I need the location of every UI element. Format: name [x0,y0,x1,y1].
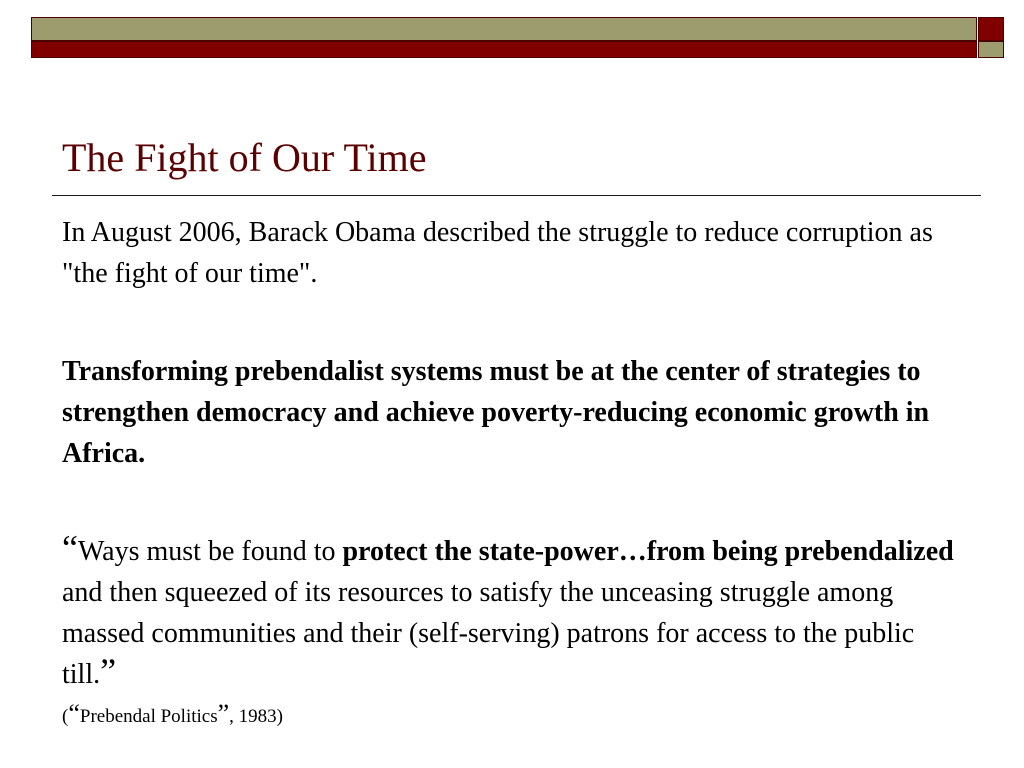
citation [62,699,283,731]
citation-close-mark: ” [217,699,230,728]
citation-rest: , 1983) [229,706,283,727]
quote-open-mark: “ [62,528,78,568]
citation-source: Prebendal Politics [79,706,218,727]
slide-title: The Fight of Our Time [62,135,427,180]
quote-paragraph [62,528,962,695]
header-band-maroon [31,41,977,58]
citation-open-paren: ( [62,706,69,727]
header-square-olive [978,41,1004,58]
paragraph-prebendalist: Transforming prebendalist systems must be at the center of strategies to strengthen democracy and achieve poverty-reducing economic growth in Africa. [62,356,930,469]
paragraph-obama: In August 2006, Barack Obama described the struggle to reduce corruption as "the fight of our time". [62,217,933,289]
header-band-olive [31,17,977,41]
quote-bold-text: protect the state-power…from being prebendalized [342,536,954,567]
quote-close-mark: ” [100,651,117,691]
citation-open-mark: “ [68,699,80,728]
quote-text-1: Ways must be found to [77,536,343,567]
quote-text-2: and then squeezed of its resources to satisfy the unceasing struggle among massed communities and their (self-serving) patrons for access to the public till. [62,577,915,690]
header-square-maroon [978,17,1004,41]
title-divider [52,195,981,196]
